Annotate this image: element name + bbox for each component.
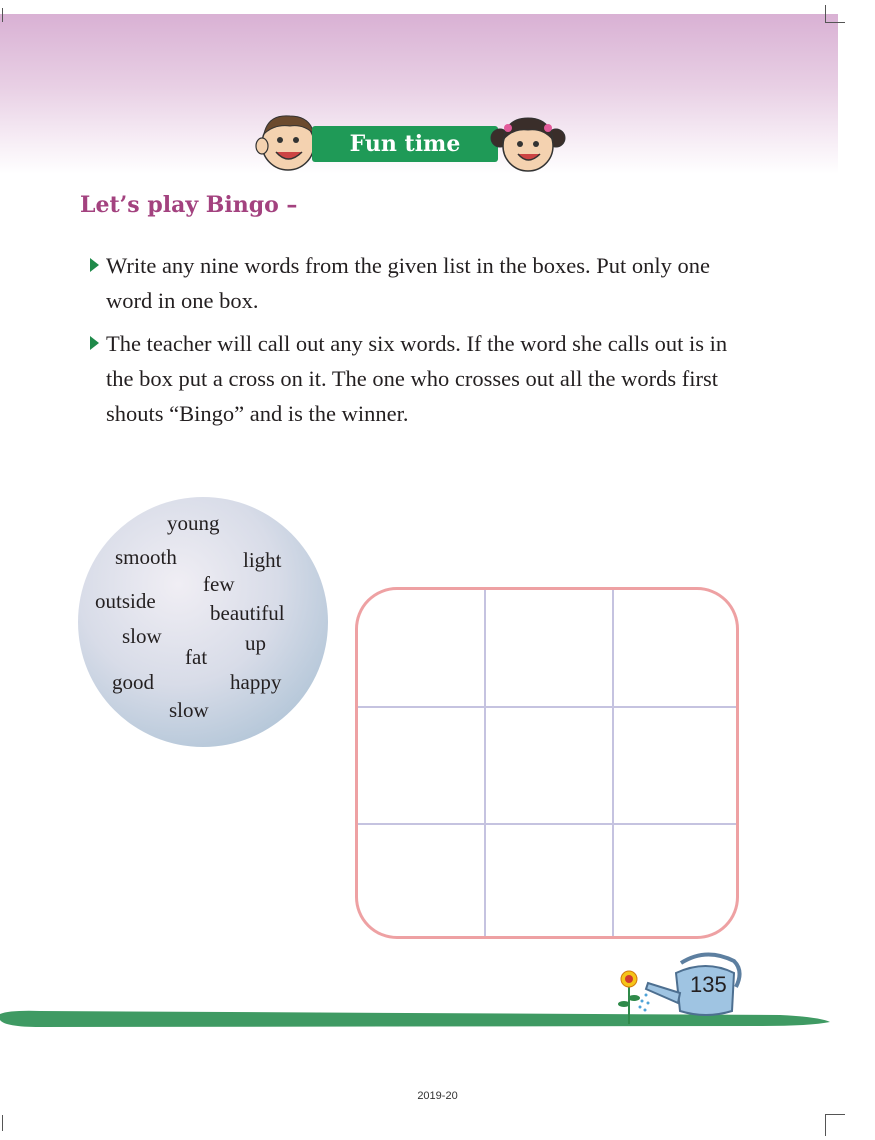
word-fat: fat xyxy=(185,645,208,669)
word-beautiful: beautiful xyxy=(210,601,285,625)
word-good: good xyxy=(112,670,154,694)
word-up: up xyxy=(245,631,266,655)
bingo-cell[interactable] xyxy=(358,590,484,706)
word-happy: happy xyxy=(230,670,282,694)
bingo-cell[interactable] xyxy=(614,590,739,706)
instruction-item xyxy=(88,248,748,318)
bingo-cell[interactable] xyxy=(358,825,484,939)
bullet-triangle-icon xyxy=(90,258,99,272)
bingo-cell[interactable] xyxy=(614,825,739,939)
bullet-triangle-icon xyxy=(90,336,99,350)
bingo-cell[interactable] xyxy=(486,825,612,939)
word-light: light xyxy=(243,548,282,572)
girl-face-icon xyxy=(488,110,568,174)
instruction-text: Write any nine words from the given list in the boxes. Put only one word in one box. xyxy=(106,253,710,313)
instruction-item xyxy=(88,326,748,431)
instruction-list xyxy=(88,248,748,439)
page-number: 135 xyxy=(690,972,727,997)
crop-mark-top-right xyxy=(825,5,826,23)
word-outside: outside xyxy=(95,589,156,613)
instruction-text: The teacher will call out any six words. If the word she calls out is in the box put a cross on it. The one who crosses out all the words first shouts “Bingo” and is the winner. xyxy=(106,331,728,426)
bingo-cell[interactable] xyxy=(614,708,739,823)
fun-time-banner: Fun time xyxy=(312,126,498,162)
footer-year: 2019-20 xyxy=(417,1090,458,1102)
bingo-grid xyxy=(355,587,739,939)
word-slow: slow xyxy=(122,624,162,648)
word-slow: slow xyxy=(169,698,209,722)
word-few: few xyxy=(203,572,235,596)
bingo-cell[interactable] xyxy=(358,708,484,823)
word-smooth: smooth xyxy=(115,545,177,569)
crop-mark-bottom-left xyxy=(2,1115,3,1131)
bingo-cell[interactable] xyxy=(486,590,612,706)
section-heading: Let’s play Bingo – xyxy=(80,192,298,218)
bingo-cell[interactable] xyxy=(486,708,612,823)
crop-mark-bottom-right-h xyxy=(825,1114,845,1115)
crop-mark-top-right-h xyxy=(825,22,845,23)
crop-mark-bottom-right xyxy=(825,1114,826,1136)
crop-mark-top-left xyxy=(2,8,3,22)
word-young: young xyxy=(167,511,220,535)
